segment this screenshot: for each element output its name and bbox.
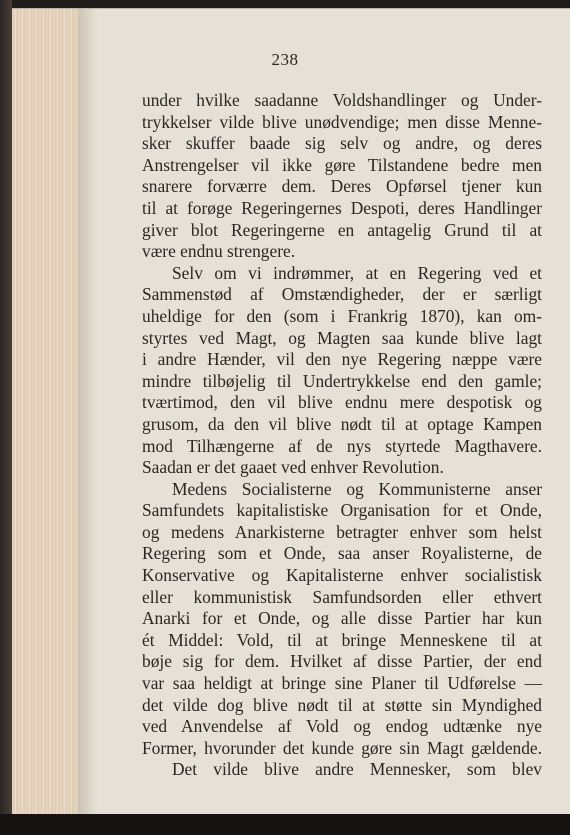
text-line: Former, hvorunder det kunde gøre sin Magt gældende. bbox=[142, 737, 542, 758]
text-line: Det vilde blive andre Mennesker, som blev bbox=[172, 759, 542, 780]
text-line: mod Tilhængerne af de nys styrtede Magthavere. bbox=[142, 435, 542, 456]
text-line: giver blot Regeringerne en antagelig Grund til at bbox=[142, 219, 542, 240]
text-line: Samfundets kapitalistiske Organisation for et Onde, bbox=[142, 500, 542, 521]
text-line: grusom, da den vil blive nødt til at optage Kampen bbox=[142, 413, 542, 434]
text-line: under hvilke saadanne Voldshandlinger og Under- bbox=[142, 90, 542, 110]
text-line: snarere forværre dem. Deres Opførsel tjener kun bbox=[142, 176, 542, 197]
text-line: tværtimod, den vil blive endnu mere despotisk og bbox=[142, 392, 542, 413]
text-line: Regering som et Onde, saa anser Royalisterne, de bbox=[142, 543, 542, 564]
text-line: Anstrengelser vil ikke gøre Tilstandene bedre men bbox=[142, 154, 542, 175]
text-line: Konservative og Kapitalisterne enhver socialistisk bbox=[142, 565, 542, 586]
text-line: i andre Hænder, vil den nye Regering næppe være bbox=[142, 349, 542, 370]
text-line: Medens Socialisterne og Kommunisterne anser bbox=[172, 478, 542, 499]
text-line: ét Middel: Vold, til at bringe Menneskene til at bbox=[142, 629, 542, 650]
text-line: var saa heldigt at bringe sine Planer til Udførelse — bbox=[142, 673, 542, 694]
text-line: trykkelser vilde blive unødvendige; men disse Menne- bbox=[142, 111, 542, 132]
text-line: bøje sig for dem. Hvilket af disse Partier, der end bbox=[142, 651, 542, 672]
gutter-shadow bbox=[78, 9, 98, 815]
text-line: eller kommunistisk Samfundsorden eller ethvert bbox=[142, 586, 542, 607]
body-text bbox=[142, 90, 542, 781]
text-line: styrtes ved Magt, og Magten saa kunde blive lagt bbox=[142, 327, 542, 348]
text-line: ved Anvendelse af Vold og endog udtænke nye bbox=[142, 716, 542, 737]
background-bottom bbox=[0, 814, 570, 835]
text-line: mindre tilbøjelig til Undertrykkelse end den gamle; bbox=[142, 370, 542, 391]
text-line: sker skuffer baade sig selv og andre, og deres bbox=[142, 133, 542, 154]
text-line: Selv om vi indrømmer, at en Regering ved et bbox=[172, 262, 542, 283]
text-line: og medens Anarkisterne betragter enhver som helst bbox=[142, 521, 542, 542]
text-line: Anarki for et Onde, og alle disse Partier har kun bbox=[142, 608, 542, 629]
text-line: Sammenstød af Omstændigheder, der er særligt bbox=[142, 284, 542, 305]
text-line: være endnu strengere. bbox=[142, 241, 296, 262]
text-line: det vilde dog blive nødt til at støtte sin Myndighed bbox=[142, 694, 542, 715]
text-line: til at forøge Regeringernes Despoti, deres Handlinger bbox=[142, 197, 542, 218]
page-number: 238 bbox=[271, 50, 299, 69]
text-line: uheldige for den (som i Frankrig 1870), kan om- bbox=[142, 305, 542, 326]
page-edges bbox=[12, 9, 78, 815]
text-line: Saadan er det gaaet ved enhver Revolution. bbox=[142, 457, 444, 478]
book-spine bbox=[0, 0, 12, 835]
